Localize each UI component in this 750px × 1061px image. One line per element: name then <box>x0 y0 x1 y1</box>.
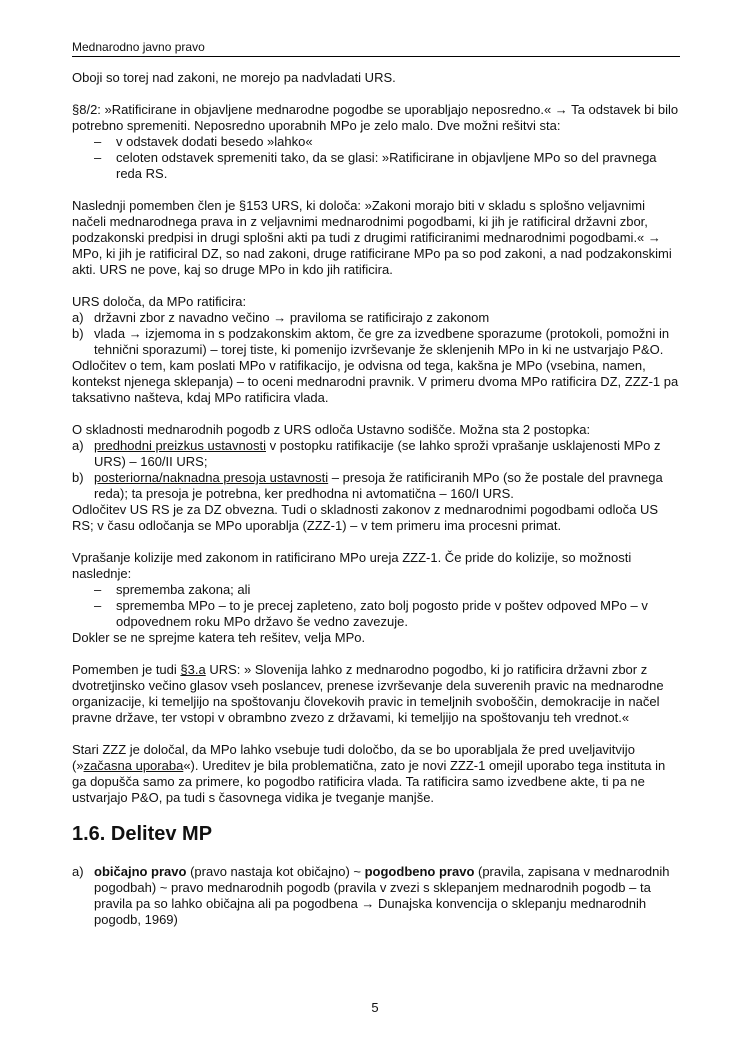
paragraph: Odločitev o tem, kam poslati MPo v ratifikacijo, je odvisna od tega, kakšna je MPo (vsebina, namen, kontekst njenega sklepanja) – to oceni mednarodni pravnik. V primeru dvoma MPo ratificira DZ, ZZZ-1 pa taksativno našteva, kdaj MPo ratificira vlada. <box>72 358 679 405</box>
list-item: – sprememba zakona; ali <box>94 582 251 597</box>
dash-list <box>72 134 680 182</box>
alpha-list <box>72 438 680 502</box>
list-item: a) državni zbor z navadno večino → praviloma se ratificirajo z zakonom <box>72 310 490 325</box>
list-item: a) običajno pravo (pravo nastaja kot običajno) ~ pogodbeno pravo (pravila, zapisana v mednarodnih pogodbah) ~ pravo mednarodnih pogodb (pravila v zvezi s sklepanjem mednarodnih pogodb – ta pravila pa so lahko običajna ali pa pogodbena → Dunajska konvencija o sklepanju mednarodnih pogodb, 1969) <box>72 864 670 927</box>
term-underlined: začasna uporaba <box>83 758 184 773</box>
section-heading: 1.6. Delitev MP <box>72 823 213 845</box>
list-item: – sprememba MPo – to je precej zapleteno, zato bolj pogosto pride v poštev odpoved MPo – v odpovednem roku MPo državo še vedno zavezuje. <box>94 598 648 629</box>
paragraph: Stari ZZZ je določal, da MPo lahko vsebuje tudi določbo, da se bo uporabljala že pred uveljavitvijo (»začasna uporaba«). Ureditev je bila problematična, zato je novi ZZZ-1 omejil uporabo tega instituta in ga dopušča samo za primere, ko pogodbo ratificira vlada. Ta ratificira samo izvedbene akte, ti pa ne ustvarjajo P&O, pa tudi s časovnega vidika je tveganje manjše. <box>72 742 666 805</box>
list-item: – celoten odstavek spremeniti tako, da se glasi: »Ratificirane in objavljene MPo so del pravnega reda RS. <box>94 150 657 181</box>
paragraph: Vprašanje kolizije med zakonom in ratificirano MPo ureja ZZZ-1. Če pride do kolizije, so možnosti naslednje: <box>72 550 632 581</box>
paragraph: URS določa, da MPo ratificira: <box>72 294 247 309</box>
article-reference: §3.a <box>180 662 206 677</box>
paragraph: Oboji so torej nad zakoni, ne morejo pa nadvladati URS. <box>72 70 396 85</box>
paragraph: Naslednji pomemben člen je §153 URS, ki določa: »Zakoni morajo biti v skladu s splošno veljavnimi načeli mednarodnega prava in z veljavnimi mednarodnimi pogodbami, ki jih je ratificiral državni zbor, podzakonski predpisi in drugi splošni akti pa tudi z drugimi ratificiranimi mednarodnimi pogodbami.« → MPo, ki jih je ratificiral DZ, so nad zakoni, druge ratificirane MPo pa so pod zakoni, a nad podzakonskimi akti. URS ne pove, kaj so druge MPo in kdo jih ratificira. <box>72 198 672 277</box>
list-item: b) vlada → izjemoma in s podzakonskim aktom, če gre za izvedbene sporazume (protokoli, pomožni in tehnični sporazumi) – torej tiste, ki pomenijo izvrševanje že sklenjenih MPo in ki ne ustvarjajo P&O. <box>72 326 670 357</box>
page-number: 5 <box>371 1000 379 1015</box>
dash-list <box>72 582 680 630</box>
list-item: – v odstavek dodati besedo »lahko« <box>94 134 313 149</box>
running-header: Mednarodno javno pravo <box>72 40 680 57</box>
paragraph: Dokler se ne sprejme katera teh rešitev, velja MPo. <box>72 630 366 645</box>
alpha-list <box>72 310 680 358</box>
list-item: b) posteriorna/naknadna presoja ustavnosti – presoja že ratificiranih MPo (so že postale del pravnega reda); ta presoja je potrebna, ker predhodna ni avtomatična – 160/I URS. <box>72 470 663 501</box>
list-item: a) predhodni preizkus ustavnosti v postopku ratifikacije (se lahko sproži vprašanje usklajenosti MPo z URS) – 160/II URS; <box>72 438 661 469</box>
page-body <box>72 70 680 928</box>
paragraph: §8/2: »Ratificirane in objavljene mednarodne pogodbe se uporabljajo neposredno.« → Ta odstavek bi bilo potrebno spremeniti. Neposredno uporabnih MPo je zelo malo. Dve možni rešitvi sta: <box>72 102 679 133</box>
paragraph: Odločitev US RS je za DZ obvezna. Tudi o skladnosti zakonov z mednarodnimi pogodbami odloča US RS; v času odločanja se MPo uporablja (ZZZ-1) – v tem primeru ima procesni primat. <box>72 502 659 533</box>
paragraph: O skladnosti mednarodnih pogodb z URS odloča Ustavno sodišče. Možna sta 2 postopka: <box>72 422 591 437</box>
alpha-list <box>72 864 680 928</box>
paragraph: Pomemben je tudi §3.a URS: » Slovenija lahko z mednarodno pogodbo, ki jo ratificira državni zbor z dvotretjinsko večino glasov vseh poslancev, prenese izvrševanje dela suverenih pravic na mednarodne organizacije, ki temeljijo na spoštovanju človekovih pravic in temeljnih svoboščin, demokracije in načel pravne države, ter vstopi v obrambno zvezo z državami, ki temeljijo na spoštovanju teh vrednot.« <box>72 662 664 725</box>
